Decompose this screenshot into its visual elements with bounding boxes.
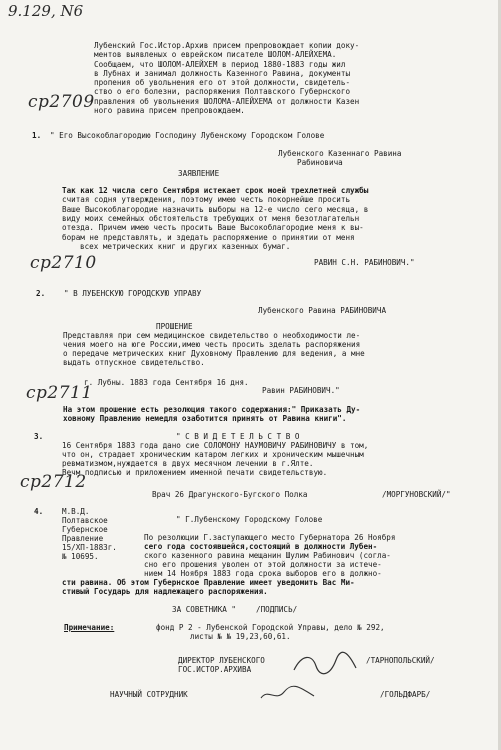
doc4-number: 4. xyxy=(34,507,44,516)
doc1-address: " Его Высокоблагородию Господину Лубенскому Городском Голове xyxy=(50,131,325,140)
note-line: фонд Р 2 - Лубенской Городской Управы, дело № 292, xyxy=(156,623,385,632)
doc4-left-line: Полтавское xyxy=(62,516,108,525)
director-name: /ТАРНОПОЛЬСКИЙ/ xyxy=(366,656,435,665)
doc3-body-line: что он, страдает хроническим катаром легких и хроническим мышечным xyxy=(62,450,364,459)
doc2-body-line: о передаче метрических книг Духовному Правлению для ведения, а мне xyxy=(63,349,365,358)
doc4-left-line: 15/ХП-1883г. xyxy=(62,543,117,552)
doc2-date: г. Лубны. 1883 года Сентября 16 дня. xyxy=(84,378,249,387)
doc2-number: 2. xyxy=(36,289,46,298)
doc4-left-line: М.В.Д. xyxy=(62,507,90,516)
doc4-left-line: Правление xyxy=(62,534,104,543)
doc4-body-line-wide: сти равина. Об этом Губернское Правление имеет уведомить Вас Ми- xyxy=(62,578,355,587)
intro-line: Лубенский Гос.Истор.Архив присем препровождает копии доку- xyxy=(94,41,360,50)
doc2-body-line: чения моего на юге России,имею честь просить зделать распоряжения xyxy=(63,340,361,349)
staff-title: НАУЧНЫЙ СОТРУДНИК xyxy=(110,690,188,699)
note-label: Примечание: xyxy=(64,623,115,632)
doc3-signature-left: Врач 26 Драгунского-Бугского Полка xyxy=(152,490,308,499)
intro-line: правления об увольнения ШОЛОМА-АЛЕЙХЕМА от должности Казен xyxy=(94,97,360,106)
doc3-signature-right: /МОРГУНОВСКИЙ/" xyxy=(382,490,451,499)
director-title: ДИРЕКТОР ЛУБЕНСКОГО xyxy=(178,656,265,665)
doc3-body-line: Вечм подписью и приложением именной печати свидетельствую. xyxy=(62,468,328,477)
doc1-from: Лубенского Казеннаго Равина xyxy=(278,149,402,158)
doc4-signature-left: ЗА СОВЕТНИКА " xyxy=(172,605,237,614)
doc3-heading: " С В И Д Е Т Е Л Ь С Т В О xyxy=(176,432,300,441)
doc2-body-line: выдать отпускное свидетельство. xyxy=(63,358,205,367)
doc4-body-line: По резолюции Г.заступающего место Губернатора 26 Ноября xyxy=(144,533,396,542)
doc4-signature-right: /ПОДПИСЬ/ xyxy=(256,605,298,614)
doc1-body-line: борам не представлять, и здедать распоряжение о принятии от меня xyxy=(62,233,355,242)
doc4-body-line: ского казенного равина мещанин Шулим Рабинович (согла- xyxy=(144,551,391,560)
doc1-signature: РАВИН С.Н. РАБИНОВИЧ." xyxy=(314,258,415,267)
signature-scribble-graphic xyxy=(290,650,360,678)
staff-signature-scribble xyxy=(258,682,318,708)
intro-line: ство о его болезни, распоряжения Полтавского Губернского xyxy=(94,87,351,96)
doc1-body-line: считая содня утверждения, поэтому имею честь покорнейше просить xyxy=(62,195,351,204)
intro-line: в Лубнах и занимал должность Казенного Равина, документы xyxy=(94,69,351,78)
doc2-resolution-line: На этом прошение есть резолюция такого содержания:" Приказать Ду- xyxy=(63,405,361,414)
signature-scribble-graphic xyxy=(258,682,318,706)
doc2-resolution-line: ховному Правлению немедля озаботится принять от Равина книги". xyxy=(63,414,347,423)
doc2-heading: ПРОШЕНИЕ xyxy=(156,322,193,331)
doc2-body-line: Представляя при сем медицинское свидетельство о необходимости ле- xyxy=(63,331,361,340)
handwritten-ref-2709: ср2709 xyxy=(28,92,95,112)
doc1-body-line: отезда. Причем имею честь просить Ваше Высокоблагородие меня к вы- xyxy=(62,223,364,232)
intro-line: ментов выявленых о еврейском писателе ШОЛОМ-АЛЕЙХЕМА. xyxy=(94,50,337,59)
archive-number-handwritten: 9.129, N6 xyxy=(8,2,84,20)
handwritten-ref-2711: ср2711 xyxy=(26,383,93,403)
doc3-body-line: 16 Сентября 1883 года дано сие СОЛОМОНУ НАУМОВИЧУ РАБИНОВИЧУ в том, xyxy=(62,441,369,450)
doc4-left-line: Губернское xyxy=(62,525,108,534)
intro-line: ного равина присем препровождаем. xyxy=(94,106,245,115)
doc3-body-line: ревматизмом,нуждается в двух месячном лечении в г.Ялте. xyxy=(62,459,314,468)
doc1-heading: ЗАЯВЛЕНИЕ xyxy=(178,169,220,178)
director-signature-scribble xyxy=(290,650,360,680)
doc2-signature: Равин РАБИНОВИЧ." xyxy=(262,386,340,395)
doc1-body-line: Так как 12 числа сего Сентября истекает срок моей трехлетней службы xyxy=(62,186,369,195)
doc1-number: 1. xyxy=(32,131,42,140)
doc4-body-line: нием 14 Ноября 1883 года срока выборов его в должно- xyxy=(144,569,382,578)
doc4-left-line: № 10695. xyxy=(62,552,99,561)
intro-line: пропения об увольнения его от этой должности, свидетель- xyxy=(94,78,351,87)
director-title: ГОС.ИСТОР.АРХИВА xyxy=(178,665,252,674)
doc3-number: 3. xyxy=(34,432,44,441)
doc1-from: Рабиновича xyxy=(297,158,343,167)
note-line: листы № № 19,23,60,61. xyxy=(190,632,291,641)
doc1-body-line: всех метрических книг и других казенных бумаг. xyxy=(80,242,291,251)
doc4-body-line-wide: стивый Государь для надлежащего распоряжения. xyxy=(62,587,268,596)
handwritten-ref-2712: ср2712 xyxy=(20,472,87,492)
doc2-address: " В ЛУБЕНСКУЮ ГОРОДСКУЮ УПРАВУ xyxy=(64,289,202,298)
staff-name: /ГОЛЬДФАРБ/ xyxy=(380,690,431,699)
intro-line: Сообщаем, что ШОЛОМ-АЛЕЙХЕМ в период 1880-1883 годы жил xyxy=(94,60,346,69)
handwritten-ref-2710: ср2710 xyxy=(30,253,97,273)
doc4-body-line: сего года состоявшейся,состоящий в должности Лубен- xyxy=(144,542,378,551)
doc1-body-line: виду моих семейных обстоятельств требующих от меня безотлагательн xyxy=(62,214,360,223)
doc4-body-line: сно его прошения уволен от этой должности за истече- xyxy=(144,560,382,569)
doc2-from: Лубенского Равина РАБИНОВИЧА xyxy=(258,306,387,315)
doc4-address: " Г.Лубенскому Городскому Голове xyxy=(176,515,323,524)
doc1-body-line: Ваше Высокоблагородие назначить выборы на 12-е число сего месяца, в xyxy=(62,205,369,214)
